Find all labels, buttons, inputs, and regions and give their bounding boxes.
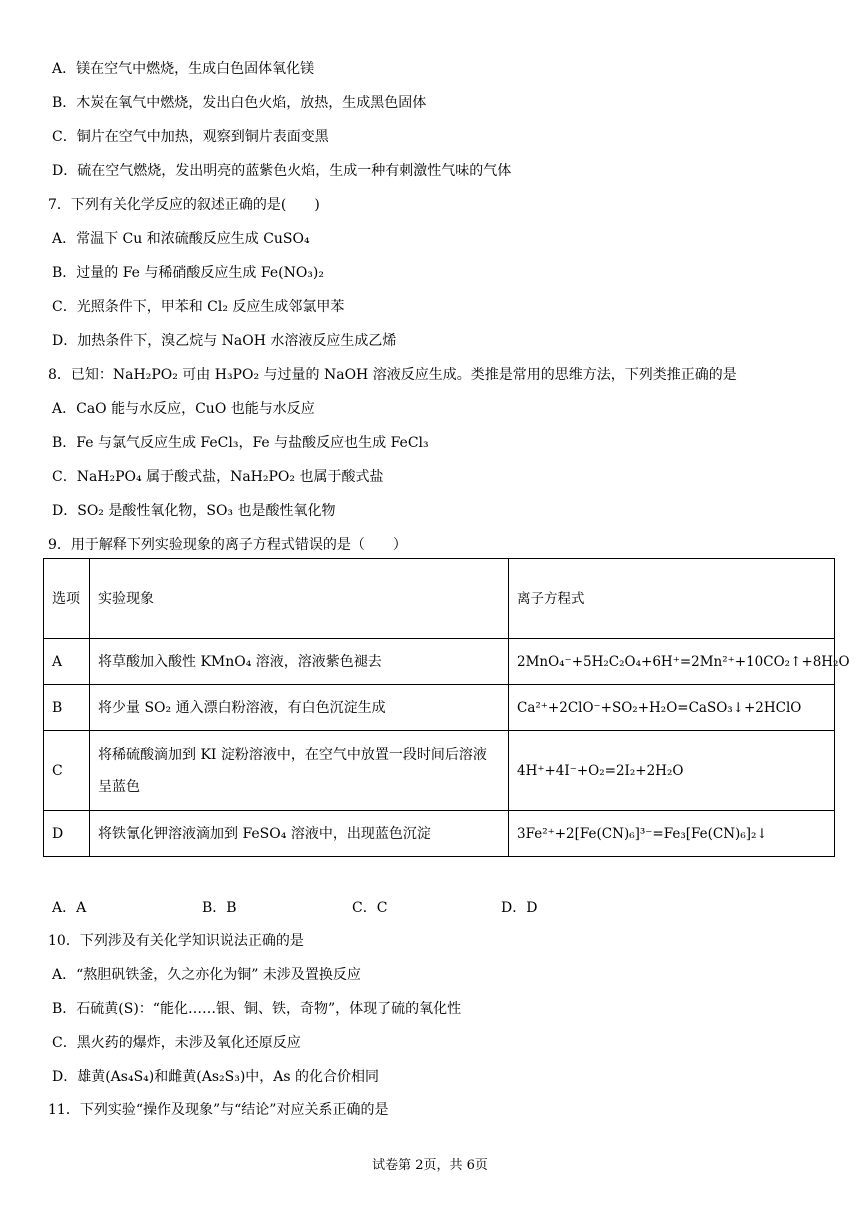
- row-phenomenon: 将少量 SO₂ 通入漂白粉溶液，有白色沉淀生成: [90, 685, 509, 731]
- q8-option-c: C．NaH₂PO₄ 属于酸式盐，NaH₂PO₂ 也属于酸式盐: [52, 469, 384, 485]
- row-phenomenon: 将铁氰化钾溶液滴加到 FeSO₄ 溶液中，出现蓝色沉淀: [90, 811, 509, 857]
- table-row: [44, 811, 835, 857]
- q7-option-b: B．过量的 Fe 与稀硝酸反应生成 Fe(NO₃)₂: [52, 265, 324, 281]
- q8-option-d: D．SO₂ 是酸性氧化物，SO₃ 也是酸性氧化物: [52, 503, 336, 519]
- q10-stem: 10．下列涉及有关化学知识说法正确的是: [48, 933, 304, 949]
- q7-option-a: A．常温下 Cu 和浓硫酸反应生成 CuSO₄: [52, 231, 310, 247]
- row-equation: Ca²⁺+2ClO⁻+SO₂+H₂O=CaSO₃↓+2HClO: [509, 685, 835, 731]
- q8-option-b: B．Fe 与氯气反应生成 FeCl₃，Fe 与盐酸反应也生成 FeCl₃: [52, 435, 429, 451]
- table-row: [44, 639, 835, 685]
- q6-option-b: B．木炭在氧气中燃烧，发出白色火焰，放热，生成黑色固体: [52, 95, 427, 111]
- header-option: 选项: [44, 559, 90, 639]
- q8-option-a: A．CaO 能与水反应，CuO 也能与水反应: [52, 401, 315, 417]
- q10-option-c: C．黑火药的爆炸，未涉及氧化还原反应: [52, 1035, 301, 1051]
- table-header-row: [44, 559, 835, 639]
- q7-option-d: D．加热条件下，溴乙烷与 NaOH 水溶液反应生成乙烯: [52, 333, 397, 349]
- table-row: [44, 685, 835, 731]
- q9-option-d: D．D: [501, 900, 538, 916]
- q9-option-a: A．A: [52, 900, 87, 916]
- row-option: A: [44, 639, 90, 685]
- q9-options: [52, 898, 612, 918]
- row-option: B: [44, 685, 90, 731]
- header-phenomenon: 实验现象: [90, 559, 509, 639]
- table-row: [44, 731, 835, 811]
- q8-stem: 8．已知：NaH₂PO₂ 可由 H₃PO₂ 与过量的 NaOH 溶液反应生成。类推是常用的思维方法，下列类推正确的是: [48, 367, 737, 383]
- q9-option-c: C．C: [352, 900, 388, 916]
- row-phenomenon: 将草酸加入酸性 KMnO₄ 溶液，溶液紫色褪去: [90, 639, 509, 685]
- q11-stem: 11．下列实验“操作及现象”与“结论”对应关系正确的是: [48, 1102, 389, 1118]
- q9-table: [43, 558, 850, 857]
- q7-stem: 7．下列有关化学反应的叙述正确的是( ): [48, 197, 320, 213]
- row-option: D: [44, 811, 90, 857]
- row-equation: 3Fe²⁺+2[Fe(CN)₆]³⁻=Fe₃[Fe(CN)₆]₂↓: [509, 811, 835, 857]
- q9-option-b: B．B: [202, 900, 237, 916]
- q6-option-a: A．镁在空气中燃烧，生成白色固体氧化镁: [52, 61, 315, 77]
- row-option: C: [44, 731, 90, 811]
- q6-option-d: D．硫在空气燃烧，发出明亮的蓝紫色火焰，生成一种有刺激性气味的气体: [52, 163, 512, 179]
- q9-stem: 9．用于解释下列实验现象的离子方程式错误的是（ ）: [48, 537, 407, 553]
- row-phenomenon: 将稀硫酸滴加到 KI 淀粉溶液中，在空气中放置一段时间后溶液呈蓝色: [90, 731, 509, 811]
- q10-option-d: D．雄黄(As₄S₄)和雌黄(As₂S₃)中，As 的化合价相同: [52, 1069, 380, 1085]
- row-equation: 4H⁺+4I⁻+O₂=2I₂+2H₂O: [509, 731, 835, 811]
- page-footer: 试卷第 2页，共 6页: [372, 1158, 488, 1173]
- q6-option-c: C．铜片在空气中加热，观察到铜片表面变黑: [52, 129, 329, 145]
- q7-option-c: C．光照条件下，甲苯和 Cl₂ 反应生成邻氯甲苯: [52, 299, 345, 315]
- header-equation: 离子方程式: [509, 559, 835, 639]
- q10-option-a: A．“熬胆矾铁釜，久之亦化为铜” 未涉及置换反应: [52, 967, 361, 983]
- row-equation: 2MnO₄⁻+5H₂C₂O₄+6H⁺=2Mn²⁺+10CO₂↑+8H₂O: [509, 639, 835, 685]
- q10-option-b: B．石硫黄(S)：“能化……银、铜、铁，奇物”，体现了硫的氧化性: [52, 1001, 462, 1017]
